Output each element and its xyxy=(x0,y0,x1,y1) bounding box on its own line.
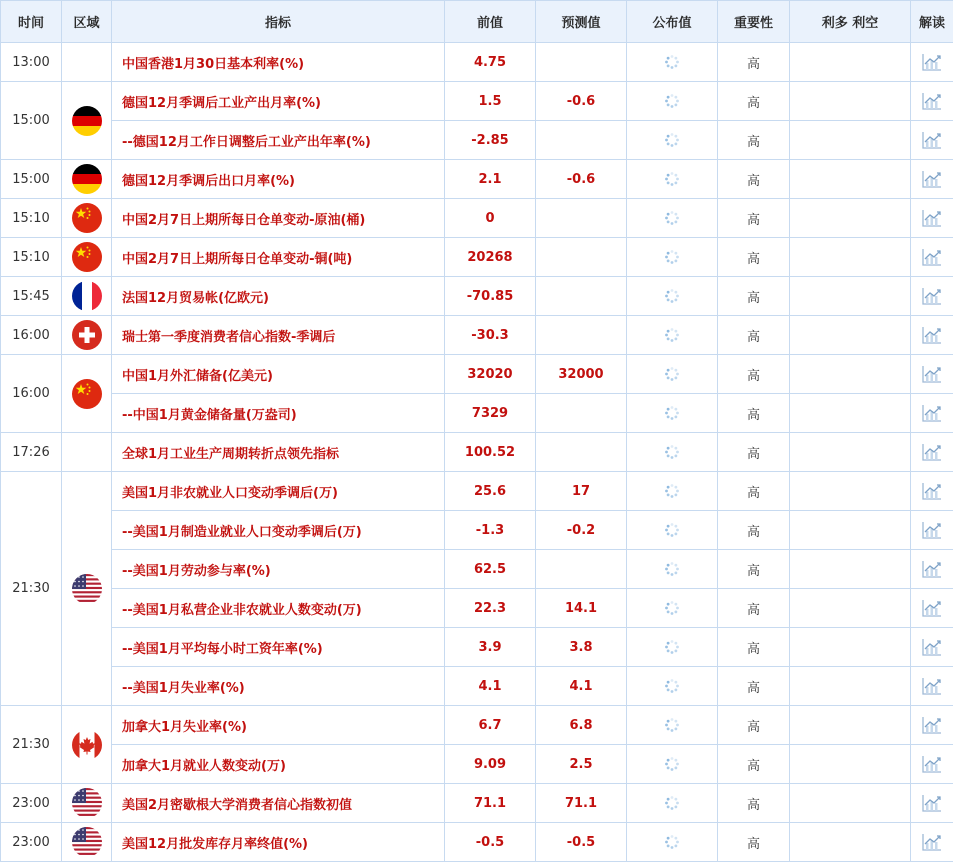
analysis-cell xyxy=(911,511,953,550)
header-actual: 公布值 xyxy=(627,1,718,43)
canada-flag-icon xyxy=(72,730,102,760)
impact-cell xyxy=(790,511,911,550)
loading-spinner-icon xyxy=(664,718,680,733)
usa-flag-icon xyxy=(72,827,102,857)
indicator-name[interactable]: --美国1月平均每小时工资年率(%) xyxy=(112,628,445,667)
indicator-name[interactable]: 美国12月批发库存月率终值(%) xyxy=(112,823,445,862)
table-row xyxy=(1,355,953,394)
indicator-name[interactable]: --美国1月制造业就业人口变动季调后(万) xyxy=(112,511,445,550)
region-cell xyxy=(62,277,112,316)
previous-value: 71.1 xyxy=(445,784,536,823)
loading-spinner-icon xyxy=(664,796,680,811)
header-indicator: 指标 xyxy=(112,1,445,43)
forecast-value: 2.5 xyxy=(536,745,627,784)
previous-value: 4.1 xyxy=(445,667,536,706)
actual-value-cell xyxy=(627,589,718,628)
previous-value: 25.6 xyxy=(445,472,536,511)
region-cell xyxy=(62,82,112,160)
importance-value: 高 xyxy=(718,745,790,784)
previous-value: 62.5 xyxy=(445,550,536,589)
previous-value: -30.3 xyxy=(445,316,536,355)
forecast-value: -0.6 xyxy=(536,82,627,121)
forecast-value: 14.1 xyxy=(536,589,627,628)
previous-value: 3.9 xyxy=(445,628,536,667)
importance-value: 高 xyxy=(718,550,790,589)
china-flag-icon xyxy=(72,379,102,409)
analysis-cell xyxy=(911,199,953,238)
forecast-value: 3.8 xyxy=(536,628,627,667)
indicator-name[interactable]: --美国1月私营企业非农就业人数变动(万) xyxy=(112,589,445,628)
table-row xyxy=(1,394,953,433)
header-analysis: 解读 xyxy=(911,1,953,43)
chart-analysis-icon[interactable] xyxy=(921,250,943,265)
chart-analysis-icon[interactable] xyxy=(921,679,943,694)
table-row xyxy=(1,784,953,823)
forecast-value xyxy=(536,316,627,355)
indicator-name[interactable]: 加拿大1月就业人数变动(万) xyxy=(112,745,445,784)
importance-value: 高 xyxy=(718,316,790,355)
event-time: 16:00 xyxy=(1,355,62,433)
indicator-name[interactable]: 德国12月季调后工业产出月率(%) xyxy=(112,82,445,121)
chart-analysis-icon[interactable] xyxy=(921,835,943,850)
loading-spinner-icon xyxy=(664,289,680,304)
table-row xyxy=(1,589,953,628)
chart-analysis-icon[interactable] xyxy=(921,133,943,148)
impact-cell xyxy=(790,277,911,316)
table-row xyxy=(1,550,953,589)
loading-spinner-icon xyxy=(664,406,680,421)
analysis-cell xyxy=(911,472,953,511)
region-cell xyxy=(62,433,112,472)
forecast-value: 32000 xyxy=(536,355,627,394)
indicator-name[interactable]: 美国2月密歇根大学消费者信心指数初值 xyxy=(112,784,445,823)
actual-value-cell xyxy=(627,316,718,355)
region-cell xyxy=(62,199,112,238)
impact-cell xyxy=(790,823,911,862)
chart-analysis-icon[interactable] xyxy=(921,718,943,733)
impact-cell xyxy=(790,121,911,160)
loading-spinner-icon xyxy=(664,523,680,538)
chart-analysis-icon[interactable] xyxy=(921,757,943,772)
loading-spinner-icon xyxy=(664,94,680,109)
region-cell xyxy=(62,43,112,82)
loading-spinner-icon xyxy=(664,640,680,655)
analysis-cell xyxy=(911,550,953,589)
importance-value: 高 xyxy=(718,511,790,550)
calendar-body xyxy=(1,43,953,862)
previous-value: 6.7 xyxy=(445,706,536,745)
event-time: 21:30 xyxy=(1,706,62,784)
chart-analysis-icon[interactable] xyxy=(921,367,943,382)
indicator-name[interactable]: --美国1月劳动参与率(%) xyxy=(112,550,445,589)
analysis-cell xyxy=(911,784,953,823)
actual-value-cell xyxy=(627,667,718,706)
impact-cell xyxy=(790,316,911,355)
region-cell xyxy=(62,160,112,199)
germany-flag-icon xyxy=(72,106,102,136)
forecast-value: 17 xyxy=(536,472,627,511)
impact-cell xyxy=(790,706,911,745)
analysis-cell xyxy=(911,43,953,82)
event-time: 17:26 xyxy=(1,433,62,472)
germany-flag-icon xyxy=(72,164,102,194)
loading-spinner-icon xyxy=(664,484,680,499)
importance-value: 高 xyxy=(718,706,790,745)
chart-analysis-icon[interactable] xyxy=(921,523,943,538)
forecast-value xyxy=(536,550,627,589)
analysis-cell xyxy=(911,160,953,199)
analysis-cell xyxy=(911,82,953,121)
chart-analysis-icon[interactable] xyxy=(921,406,943,421)
forecast-value xyxy=(536,277,627,316)
indicator-name[interactable]: --德国12月工作日调整后工业产出年率(%) xyxy=(112,121,445,160)
forecast-value xyxy=(536,433,627,472)
region-cell xyxy=(62,784,112,823)
impact-cell xyxy=(790,394,911,433)
chart-analysis-icon[interactable] xyxy=(921,211,943,226)
actual-value-cell xyxy=(627,121,718,160)
table-row xyxy=(1,82,953,121)
previous-value: 4.75 xyxy=(445,43,536,82)
chart-analysis-icon[interactable] xyxy=(921,484,943,499)
actual-value-cell xyxy=(627,355,718,394)
header-time: 时间 xyxy=(1,1,62,43)
table-row xyxy=(1,706,953,745)
importance-value: 高 xyxy=(718,433,790,472)
impact-cell xyxy=(790,433,911,472)
forecast-value: 4.1 xyxy=(536,667,627,706)
actual-value-cell xyxy=(627,199,718,238)
event-time: 23:00 xyxy=(1,823,62,862)
loading-spinner-icon xyxy=(664,211,680,226)
importance-value: 高 xyxy=(718,589,790,628)
table-row xyxy=(1,277,953,316)
event-time: 15:45 xyxy=(1,277,62,316)
table-row xyxy=(1,238,953,277)
loading-spinner-icon xyxy=(664,250,680,265)
impact-cell xyxy=(790,784,911,823)
table-row xyxy=(1,823,953,862)
region-cell xyxy=(62,823,112,862)
actual-value-cell xyxy=(627,511,718,550)
impact-cell xyxy=(790,199,911,238)
analysis-cell xyxy=(911,238,953,277)
chart-analysis-icon[interactable] xyxy=(921,328,943,343)
loading-spinner-icon xyxy=(664,601,680,616)
indicator-name[interactable]: --美国1月失业率(%) xyxy=(112,667,445,706)
forecast-value xyxy=(536,394,627,433)
actual-value-cell xyxy=(627,550,718,589)
actual-value-cell xyxy=(627,628,718,667)
chart-analysis-icon[interactable] xyxy=(921,562,943,577)
loading-spinner-icon xyxy=(664,367,680,382)
importance-value: 高 xyxy=(718,160,790,199)
importance-value: 高 xyxy=(718,43,790,82)
table-row xyxy=(1,316,953,355)
indicator-name[interactable]: 中国2月7日上期所每日仓单变动-原油(桶) xyxy=(112,199,445,238)
previous-value: 20268 xyxy=(445,238,536,277)
indicator-name[interactable]: 瑞士第一季度消费者信心指数-季调后 xyxy=(112,316,445,355)
forecast-value xyxy=(536,199,627,238)
indicator-name[interactable]: 法国12月贸易帐(亿欧元) xyxy=(112,277,445,316)
table-row xyxy=(1,667,953,706)
actual-value-cell xyxy=(627,823,718,862)
forecast-value xyxy=(536,121,627,160)
region-cell xyxy=(62,472,112,706)
china-flag-icon xyxy=(72,242,102,272)
header-importance: 重要性 xyxy=(718,1,790,43)
actual-value-cell xyxy=(627,706,718,745)
previous-value: -1.3 xyxy=(445,511,536,550)
analysis-cell xyxy=(911,823,953,862)
analysis-cell xyxy=(911,706,953,745)
importance-value: 高 xyxy=(718,355,790,394)
impact-cell xyxy=(790,43,911,82)
forecast-value: 6.8 xyxy=(536,706,627,745)
analysis-cell xyxy=(911,121,953,160)
forecast-value: -0.5 xyxy=(536,823,627,862)
event-time: 15:10 xyxy=(1,238,62,277)
previous-value: 100.52 xyxy=(445,433,536,472)
actual-value-cell xyxy=(627,43,718,82)
importance-value: 高 xyxy=(718,199,790,238)
impact-cell xyxy=(790,355,911,394)
loading-spinner-icon xyxy=(664,133,680,148)
importance-value: 高 xyxy=(718,472,790,511)
table-row xyxy=(1,745,953,784)
loading-spinner-icon xyxy=(664,679,680,694)
actual-value-cell xyxy=(627,745,718,784)
loading-spinner-icon xyxy=(664,328,680,343)
table-row xyxy=(1,511,953,550)
header-forecast: 预测值 xyxy=(536,1,627,43)
analysis-cell xyxy=(911,316,953,355)
switzerland-flag-icon xyxy=(72,320,102,350)
indicator-name[interactable]: --中国1月黄金储备量(万盎司) xyxy=(112,394,445,433)
actual-value-cell xyxy=(627,238,718,277)
previous-value: 1.5 xyxy=(445,82,536,121)
usa-flag-icon xyxy=(72,788,102,818)
importance-value: 高 xyxy=(718,277,790,316)
impact-cell xyxy=(790,745,911,784)
usa-flag-icon xyxy=(72,574,102,604)
indicator-name[interactable]: 加拿大1月失业率(%) xyxy=(112,706,445,745)
impact-cell xyxy=(790,82,911,121)
table-row xyxy=(1,472,953,511)
loading-spinner-icon xyxy=(664,55,680,70)
previous-value: -70.85 xyxy=(445,277,536,316)
impact-cell xyxy=(790,160,911,199)
previous-value: 2.1 xyxy=(445,160,536,199)
indicator-name[interactable]: 美国1月非农就业人口变动季调后(万) xyxy=(112,472,445,511)
impact-cell xyxy=(790,667,911,706)
actual-value-cell xyxy=(627,472,718,511)
analysis-cell xyxy=(911,745,953,784)
chart-analysis-icon[interactable] xyxy=(921,55,943,70)
region-cell xyxy=(62,355,112,433)
table-row xyxy=(1,433,953,472)
importance-value: 高 xyxy=(718,121,790,160)
previous-value: 0 xyxy=(445,199,536,238)
impact-cell xyxy=(790,589,911,628)
importance-value: 高 xyxy=(718,784,790,823)
header-impact: 利多 利空 xyxy=(790,1,911,43)
analysis-cell xyxy=(911,589,953,628)
header-previous: 前值 xyxy=(445,1,536,43)
event-time: 15:00 xyxy=(1,160,62,199)
region-cell xyxy=(62,316,112,355)
analysis-cell xyxy=(911,667,953,706)
previous-value: -2.85 xyxy=(445,121,536,160)
france-flag-icon xyxy=(72,281,102,311)
forecast-value xyxy=(536,238,627,277)
indicator-name[interactable]: 德国12月季调后出口月率(%) xyxy=(112,160,445,199)
actual-value-cell xyxy=(627,160,718,199)
actual-value-cell xyxy=(627,394,718,433)
indicator-name[interactable]: 中国2月7日上期所每日仓单变动-铜(吨) xyxy=(112,238,445,277)
forecast-value: -0.6 xyxy=(536,160,627,199)
event-time: 13:00 xyxy=(1,43,62,82)
actual-value-cell xyxy=(627,277,718,316)
importance-value: 高 xyxy=(718,82,790,121)
table-row xyxy=(1,628,953,667)
loading-spinner-icon xyxy=(664,445,680,460)
table-row xyxy=(1,121,953,160)
indicator-name[interactable]: 中国香港1月30日基本利率(%) xyxy=(112,43,445,82)
indicator-name[interactable]: 全球1月工业生产周期转折点领先指标 xyxy=(112,433,445,472)
impact-cell xyxy=(790,550,911,589)
table-row xyxy=(1,160,953,199)
impact-cell xyxy=(790,238,911,277)
analysis-cell xyxy=(911,433,953,472)
loading-spinner-icon xyxy=(664,172,680,187)
impact-cell xyxy=(790,472,911,511)
event-time: 15:00 xyxy=(1,82,62,160)
loading-spinner-icon xyxy=(664,757,680,772)
chart-analysis-icon[interactable] xyxy=(921,172,943,187)
previous-value: 22.3 xyxy=(445,589,536,628)
event-time: 16:00 xyxy=(1,316,62,355)
china-flag-icon xyxy=(72,203,102,233)
indicator-name[interactable]: 中国1月外汇储备(亿美元) xyxy=(112,355,445,394)
header-row xyxy=(1,1,953,43)
importance-value: 高 xyxy=(718,823,790,862)
forecast-value: 71.1 xyxy=(536,784,627,823)
analysis-cell xyxy=(911,277,953,316)
chart-analysis-icon[interactable] xyxy=(921,640,943,655)
chart-analysis-icon[interactable] xyxy=(921,289,943,304)
previous-value: -0.5 xyxy=(445,823,536,862)
actual-value-cell xyxy=(627,82,718,121)
chart-analysis-icon[interactable] xyxy=(921,445,943,460)
actual-value-cell xyxy=(627,433,718,472)
loading-spinner-icon xyxy=(664,562,680,577)
loading-spinner-icon xyxy=(664,835,680,850)
actual-value-cell xyxy=(627,784,718,823)
table-row xyxy=(1,199,953,238)
importance-value: 高 xyxy=(718,238,790,277)
chart-analysis-icon[interactable] xyxy=(921,796,943,811)
forecast-value xyxy=(536,43,627,82)
previous-value: 9.09 xyxy=(445,745,536,784)
region-cell xyxy=(62,706,112,784)
forecast-value: -0.2 xyxy=(536,511,627,550)
event-time: 15:10 xyxy=(1,199,62,238)
importance-value: 高 xyxy=(718,667,790,706)
previous-value: 32020 xyxy=(445,355,536,394)
importance-value: 高 xyxy=(718,628,790,667)
analysis-cell xyxy=(911,628,953,667)
chart-analysis-icon[interactable] xyxy=(921,94,943,109)
header-region: 区域 xyxy=(62,1,112,43)
table-row xyxy=(1,43,953,82)
chart-analysis-icon[interactable] xyxy=(921,601,943,616)
impact-cell xyxy=(790,628,911,667)
event-time: 23:00 xyxy=(1,784,62,823)
importance-value: 高 xyxy=(718,394,790,433)
region-cell xyxy=(62,238,112,277)
analysis-cell xyxy=(911,394,953,433)
analysis-cell xyxy=(911,355,953,394)
previous-value: 7329 xyxy=(445,394,536,433)
event-time: 21:30 xyxy=(1,472,62,706)
